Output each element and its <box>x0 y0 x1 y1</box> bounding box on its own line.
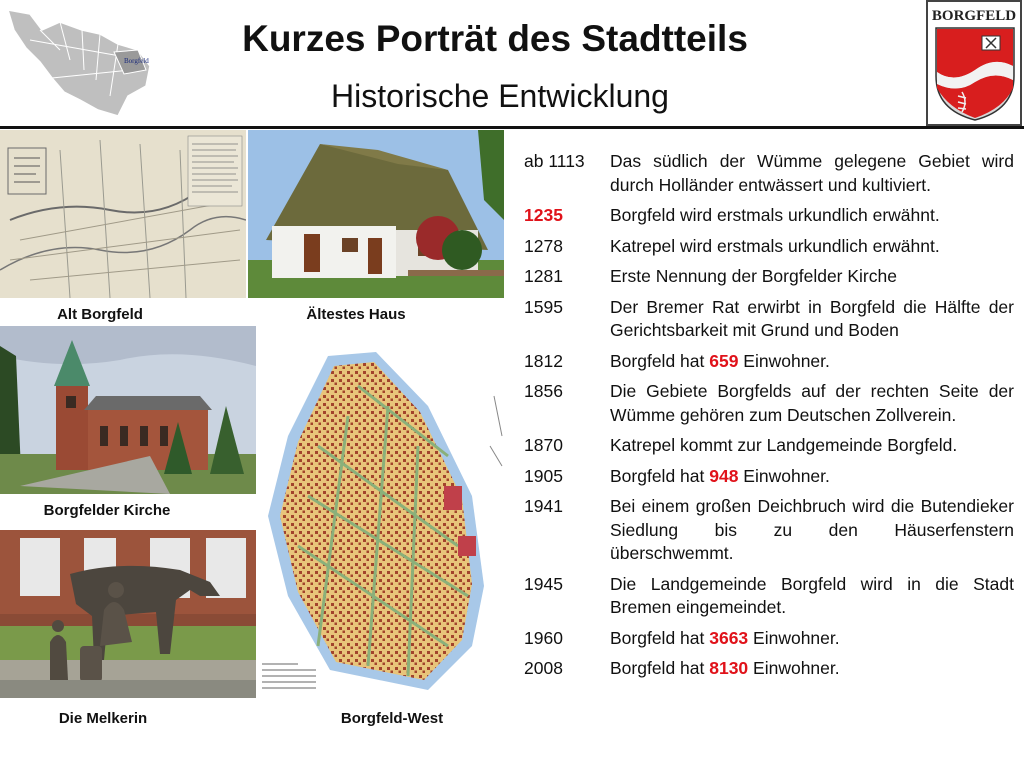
timeline-event <box>610 495 1014 566</box>
event-text: Katrepel wird erstmals urkundlich erwähnt. <box>610 235 940 256</box>
photo-die-melkerin <box>0 530 256 698</box>
timeline-row <box>524 434 1014 458</box>
bremen-district-map <box>0 0 160 122</box>
event-text: Katrepel kommt zur Landgemeinde Borgfeld. <box>610 435 958 455</box>
timeline-year: 2008 <box>524 658 563 678</box>
timeline-row <box>524 380 1014 427</box>
population-number: 3663 <box>709 627 749 648</box>
caption-borgfelder-kirche: Borgfelder Kirche <box>43 502 171 519</box>
photo-borgfeld-west-plan <box>258 346 522 702</box>
event-text: Einwohner. <box>748 658 840 678</box>
timeline-year: ab 1113 <box>524 151 585 171</box>
event-text: Einwohner. <box>738 465 830 486</box>
timeline-event <box>610 380 1014 427</box>
timeline-event <box>610 465 1014 489</box>
event-text: Bei einem großen Deichbruch wird die Butendieker Siedlung bis zu den Häuserfenstern überschwemmt. <box>610 496 1014 563</box>
timeline-row <box>524 465 1014 489</box>
borgfeld-crest <box>926 0 1022 126</box>
event-text: Das südlich der Wümme gelegene Gebiet wird durch Holländer entwässert und kultiviert. <box>610 151 1014 195</box>
event-text: Einwohner. <box>738 350 830 371</box>
photo-alt-borgfeld <box>0 130 246 298</box>
timeline-event <box>610 573 1014 620</box>
page-title: Kurzes Porträt des Stadtteils <box>242 18 748 59</box>
population-number: 8130 <box>709 658 749 678</box>
timeline-row <box>524 495 1014 566</box>
timeline-event <box>610 296 1014 343</box>
timeline-row <box>524 296 1014 343</box>
timeline-event <box>610 150 1014 197</box>
timeline-event <box>610 627 1014 651</box>
timeline-year: 1856 <box>524 381 563 401</box>
event-text: Die Landgemeinde Borgfeld wird in die Stadt Bremen eingemeindet. <box>610 573 1014 617</box>
timeline-event <box>610 265 1014 289</box>
timeline-year: 1870 <box>524 435 563 455</box>
timeline-row <box>524 150 1014 197</box>
timeline-event <box>610 204 1014 228</box>
event-text: Borgfeld hat <box>610 350 710 371</box>
page-subtitle: Historische Entwicklung <box>331 78 669 114</box>
timeline-year: 1281 <box>524 266 563 286</box>
map-label: Borgfeld <box>124 57 149 65</box>
timeline-event <box>610 235 1014 259</box>
timeline-year: 1235 <box>524 205 563 225</box>
crest-label: BORGFELD <box>931 8 1017 24</box>
event-text: Erste Nennung der Borgfelder Kirche <box>610 266 897 286</box>
event-text: Die Gebiete Borgfelds auf der rechten Seite der Wümme gehören zum Deutschen Zollverein. <box>610 381 1014 425</box>
photo-borgfelder-kirche <box>0 326 256 494</box>
timeline-row <box>524 350 1014 374</box>
timeline-event <box>610 434 1014 458</box>
caption-alt-borgfeld: Alt Borgfeld <box>57 306 143 323</box>
event-text: Borgfeld hat <box>610 658 710 678</box>
timeline-row <box>524 235 1014 259</box>
event-text: Borgfeld wird erstmals urkundlich erwähnt. <box>610 205 940 225</box>
event-text: Einwohner. <box>748 627 840 648</box>
caption-aeltestes-haus: Ältestes Haus <box>306 306 406 323</box>
timeline-year: 1905 <box>524 465 563 486</box>
timeline-row <box>524 265 1014 289</box>
coat-of-arms-icon <box>934 26 1016 122</box>
timeline-year: 1945 <box>524 573 563 594</box>
header-divider <box>0 126 1024 129</box>
timeline-year: 1595 <box>524 296 563 317</box>
timeline-event <box>610 350 1014 374</box>
timeline-row <box>524 573 1014 620</box>
population-number: 659 <box>709 350 739 371</box>
caption-die-melkerin: Die Melkerin <box>58 710 148 727</box>
history-timeline <box>524 150 1014 688</box>
timeline-event <box>610 657 1014 681</box>
timeline-row <box>524 627 1014 651</box>
timeline-row <box>524 657 1014 681</box>
event-text: Borgfeld hat <box>610 465 710 486</box>
photo-aeltestes-haus <box>248 130 504 298</box>
caption-borgfeld-west: Borgfeld-West <box>340 710 444 727</box>
event-text: Borgfeld hat <box>610 627 710 648</box>
population-number: 948 <box>709 465 739 486</box>
timeline-year: 1812 <box>524 350 563 371</box>
timeline-row <box>524 204 1014 228</box>
event-text: Der Bremer Rat erwirbt in Borgfeld die Hälfte der Gerichtsbarkeit mit Grund und Boden <box>610 296 1014 340</box>
timeline-year: 1941 <box>524 496 563 516</box>
timeline-year: 1278 <box>524 235 563 256</box>
timeline-year: 1960 <box>524 627 563 648</box>
